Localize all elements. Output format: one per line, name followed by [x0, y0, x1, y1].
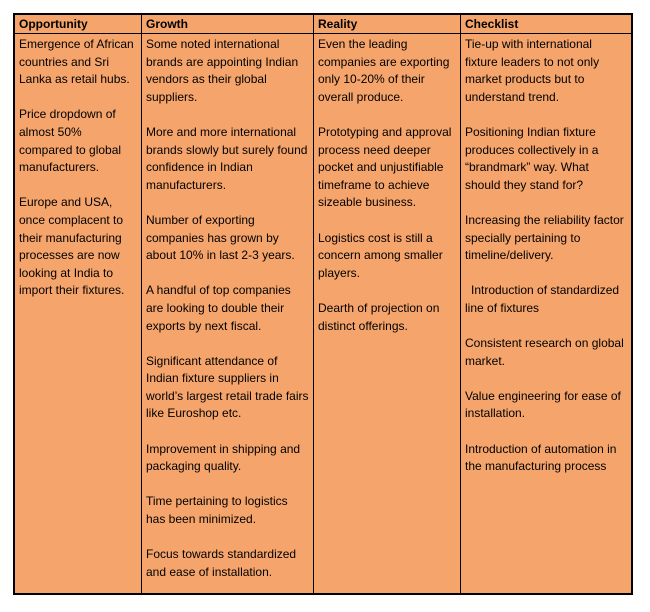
growth-item: Some noted international brands are appointing Indian vendors as their global suppliers.: [146, 37, 299, 104]
body-row: [15, 34, 632, 594]
checklist-item: Introduction of automation in the manufacturing process: [465, 441, 617, 474]
comparison-table-container: [13, 13, 633, 595]
reality-item: Even the leading companies are exporting only 10-20% of their overall produce.: [318, 37, 450, 104]
checklist-item: Consistent research on global market.: [465, 336, 624, 368]
growth-item: More and more international brands slowly but surely found confidence in Indian manufacturers.: [146, 124, 308, 192]
growth-item: Improvement in shipping and packaging quality.: [146, 441, 301, 474]
header-opportunity: Opportunity: [15, 15, 142, 34]
growth-item: Time pertaining to logistics has been minimized.: [146, 494, 288, 527]
growth-item: Number of exporting companies has grown by about 10% in last 2-3 years.: [146, 212, 295, 263]
growth-item: Significant attendance of Indian fixture suppliers in world’s largest retail trade fairs like Euroshop etc.: [146, 353, 309, 421]
growth-item: A handful of top companies are looking to double their exports by next fiscal.: [146, 283, 291, 333]
opportunity-item: Emergence of African countries and Sri Lanka as retail hubs.: [19, 37, 134, 87]
reality-item: Dearth of projection on distinct offerings.: [318, 300, 440, 333]
checklist-item: Positioning Indian fixture produces collectively in a “brandmark” way. What should they stand for?: [465, 124, 599, 192]
checklist-item: Tie-up with international fixture leaders to not only market products but to understand trend.: [465, 37, 600, 104]
opportunity-cell: [15, 34, 142, 594]
header-checklist: Checklist: [461, 15, 632, 34]
checklist-item: Value engineering for ease of installation.: [465, 388, 621, 421]
opportunity-item: Europe and USA, once complacent to their manufacturing processes are now looking at India to import their fixtures.: [19, 195, 125, 298]
checklist-item: Increasing the reliability factor specially pertaining to timeline/delivery.: [465, 212, 624, 263]
header-row: [15, 15, 632, 34]
growth-cell: [142, 34, 314, 594]
growth-item: Focus towards standardized and ease of installation.: [146, 547, 297, 579]
opportunity-item: Price dropdown of almost 50% compared to global manufacturers.: [19, 107, 122, 175]
reality-cell: [314, 34, 461, 594]
header-growth: Growth: [142, 15, 314, 34]
reality-item: Prototyping and approval process need deeper pocket and unjustifiable timeframe to achieve sizeable business.: [318, 124, 452, 210]
comparison-table: [14, 14, 632, 594]
reality-item: Logistics cost is still a concern among smaller players.: [318, 230, 443, 280]
checklist-cell: [461, 34, 632, 594]
checklist-item: Introduction of standardized line of fixtures: [465, 283, 620, 315]
header-reality: Reality: [314, 15, 461, 34]
